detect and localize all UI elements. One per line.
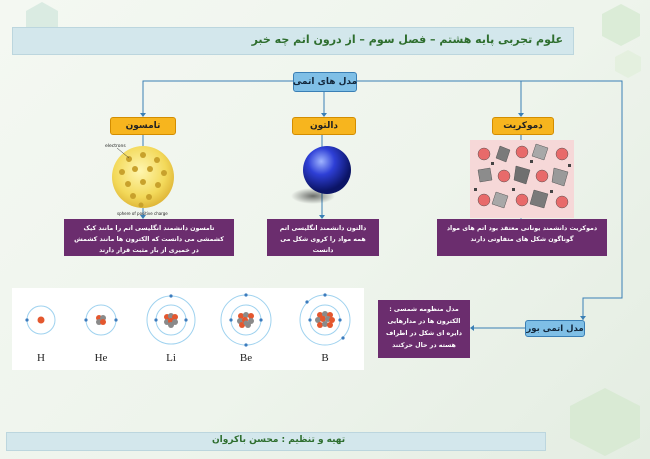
democritus-atom-shapes-image <box>470 140 574 218</box>
root-label: مدل های اتمی <box>292 77 358 87</box>
bohr-description-text: مدل منظومه شمسی : الکترون ها در مدارهایی دایره ای شکل در اطراف هسته در حال حرکتند <box>386 306 462 349</box>
author-credit: تهیه و تنظیم : محسن باکروان <box>212 435 346 445</box>
thomson-positive-sphere-label: sphere of positive charge <box>117 211 168 216</box>
helium-symbol: He <box>94 352 108 364</box>
democritus-description <box>437 219 607 256</box>
atom-beryllium <box>211 288 281 370</box>
thomson-electrons-label: electrons <box>105 144 126 149</box>
atomic-models-root <box>293 72 357 92</box>
dalton-description-text: دالتون دانشمند انگلیسی اتم همه مواد را کروی شکل می دانست <box>279 225 367 254</box>
bohr-atoms-panel <box>12 288 364 370</box>
lithium-symbol: Li <box>166 352 176 364</box>
dalton-sphere-image <box>289 140 357 208</box>
democritus-name: دموکریت <box>503 121 543 131</box>
beryllium-atom-diagram <box>211 288 281 348</box>
dalton-header <box>292 117 356 135</box>
thomson-description <box>64 219 234 256</box>
hydrogen-symbol: H <box>37 352 45 364</box>
dalton-name: دالتون <box>309 121 339 131</box>
helium-atom-diagram <box>66 288 136 348</box>
thomson-header <box>110 117 176 135</box>
democritus-header <box>492 117 554 135</box>
dalton-description <box>267 219 379 256</box>
lithium-atom-diagram <box>136 288 206 348</box>
bohr-model-name: مدل اتمی بور <box>526 323 584 334</box>
page-title: علوم تجربی پایه هشتم – فصل سوم – از درون اتم چه خبر <box>251 33 563 46</box>
footer-bar <box>6 432 546 451</box>
thomson-name: تامسون <box>125 121 161 131</box>
bohr-description <box>378 300 470 358</box>
bohr-model-box <box>525 320 585 337</box>
thomson-description-text: تامسون دانشمند انگلیسی اتم را مانند کیک کشمشی می دانست که الکترون ها مانند کشمش در خمیری از بار مثبت قرار دارند <box>74 225 224 254</box>
atom-boron <box>290 288 360 370</box>
atom-lithium <box>136 288 206 370</box>
atom-helium <box>66 288 136 370</box>
boron-atom-diagram <box>290 288 360 348</box>
boron-symbol: B <box>321 352 329 364</box>
democritus-description-text: دموکریت دانشمند یونانی معتقد بود اتم های مواد گوناگون شکل های متفاوتی دارند <box>446 225 598 243</box>
thomson-plum-pudding-image <box>103 139 183 217</box>
beryllium-symbol: Be <box>239 352 253 364</box>
